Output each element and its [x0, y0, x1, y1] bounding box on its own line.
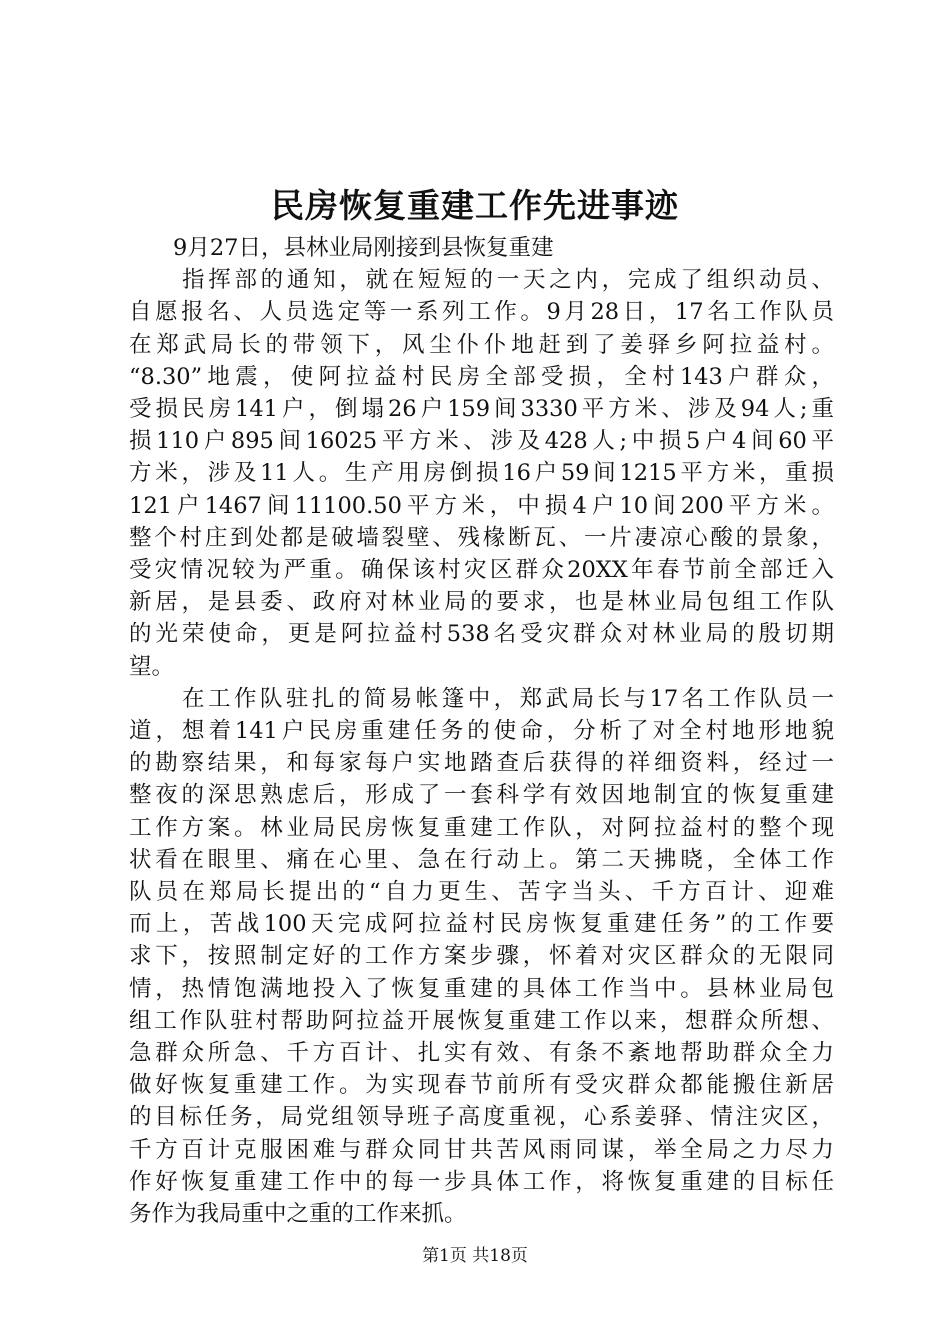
paragraph-line: 整个村庄到处都是破墙裂壁、残椽断瓦、一片凄凉心酸的景象，	[129, 524, 834, 551]
paragraph-line: “8.30”地震，使阿拉益村民房全部受损，全村143户群众，	[129, 363, 834, 390]
paragraph-line: 损110户895间16025平方米、涉及428人;中损5户4间60平	[129, 428, 834, 455]
paragraph-line: 的勘察结果，和每家每户实地踏查后获得的祥细资料，经过一	[129, 750, 834, 777]
paragraph-line: 做好恢复重建工作。为实现春节前所有受灾群众都能搬住新居	[129, 1072, 834, 1099]
paragraph-line: 方米，涉及11人。生产用房倒损16户59间1215平方米，重损	[129, 460, 834, 487]
paragraphs-container	[129, 264, 834, 1230]
paragraph-line: 作好恢复重建工作中的每一步具体工作，将恢复重建的目标任	[129, 1168, 834, 1195]
paragraph-line: 而上，苦战100天完成阿拉益村民房恢复重建任务”的工作要	[129, 911, 834, 938]
paragraph-line: 新居，是县委、政府对林业局的要求，也是林业局包组工作队	[129, 589, 834, 616]
paragraph-line: 情，热情饱满地投入了恢复重建的具体工作当中。县林业局包	[129, 975, 834, 1002]
page-footer: 第1页 共18页	[422, 1246, 528, 1266]
paragraph	[129, 264, 834, 683]
paragraph-line: 在郑武局长的带领下，风尘仆仆地赶到了姜驿乡阿拉益村。	[129, 331, 834, 358]
intro-line: 9月27日，县林业局刚接到县恢复重建	[173, 235, 554, 261]
paragraph-line: 的目标任务，局党组领导班子高度重视，心系姜驿、情注灾区，	[129, 1104, 834, 1131]
document-body	[129, 232, 834, 1230]
paragraph-line: 务作为我局重中之重的工作来抓。	[129, 1201, 467, 1228]
paragraph	[129, 683, 834, 1230]
paragraph-line: 道，想着141户民房重建任务的使命，分析了对全村地形地貌	[129, 718, 834, 745]
paragraph-line: 指挥部的通知，就在短短的一天之内，完成了组织动员、	[182, 267, 834, 294]
paragraph-line: 受损民房141户，倒塌26户159间3330平方米、涉及94人;重	[129, 396, 834, 423]
paragraph-line: 工作方案。林业局民房恢复重建工作队，对阿拉益村的整个现	[129, 814, 834, 841]
paragraph-line: 状看在眼里、痛在心里、急在行动上。第二天拂晓，全体工作	[129, 846, 834, 873]
paragraph-line: 121户1467间11100.50平方米，中损4户10间200平方米。	[129, 492, 834, 519]
paragraph-line: 自愿报名、人员选定等一系列工作。9月28日，17名工作队员	[129, 299, 834, 326]
paragraph-line: 组工作队驻村帮助阿拉益开展恢复重建工作以来，想群众所想、	[129, 1007, 834, 1034]
paragraph-line: 队员在郑局长提出的“自力更生、苦字当头、千方百计、迎难	[129, 879, 834, 906]
paragraph-line: 急群众所急、千方百计、扎实有效、有条不紊地帮助群众全力	[129, 1040, 834, 1067]
paragraph-line: 整夜的深思熟虑后，形成了一套科学有效因地制宜的恢复重建	[129, 782, 834, 809]
paragraph-line: 受灾情况较为严重。确保该村灾区群众20XX年春节前全部迁入	[129, 557, 834, 584]
document-title: 民房恢复重建工作先进事迹	[271, 186, 679, 225]
paragraph-line: 的光荣使命，更是阿拉益村538名受灾群众对林业局的殷切期	[129, 621, 834, 648]
paragraph-line: 求下，按照制定好的工作方案步骤，怀着对灾区群众的无限同	[129, 943, 834, 970]
paragraph-line: 千方百计克服困难与群众同甘共苦风雨同谋，举全局之力尽力	[129, 1136, 834, 1163]
paragraph-line: 在工作队驻扎的简易帐篷中，郑武局长与17名工作队员一	[182, 685, 834, 712]
paragraph-line: 望。	[129, 653, 175, 680]
